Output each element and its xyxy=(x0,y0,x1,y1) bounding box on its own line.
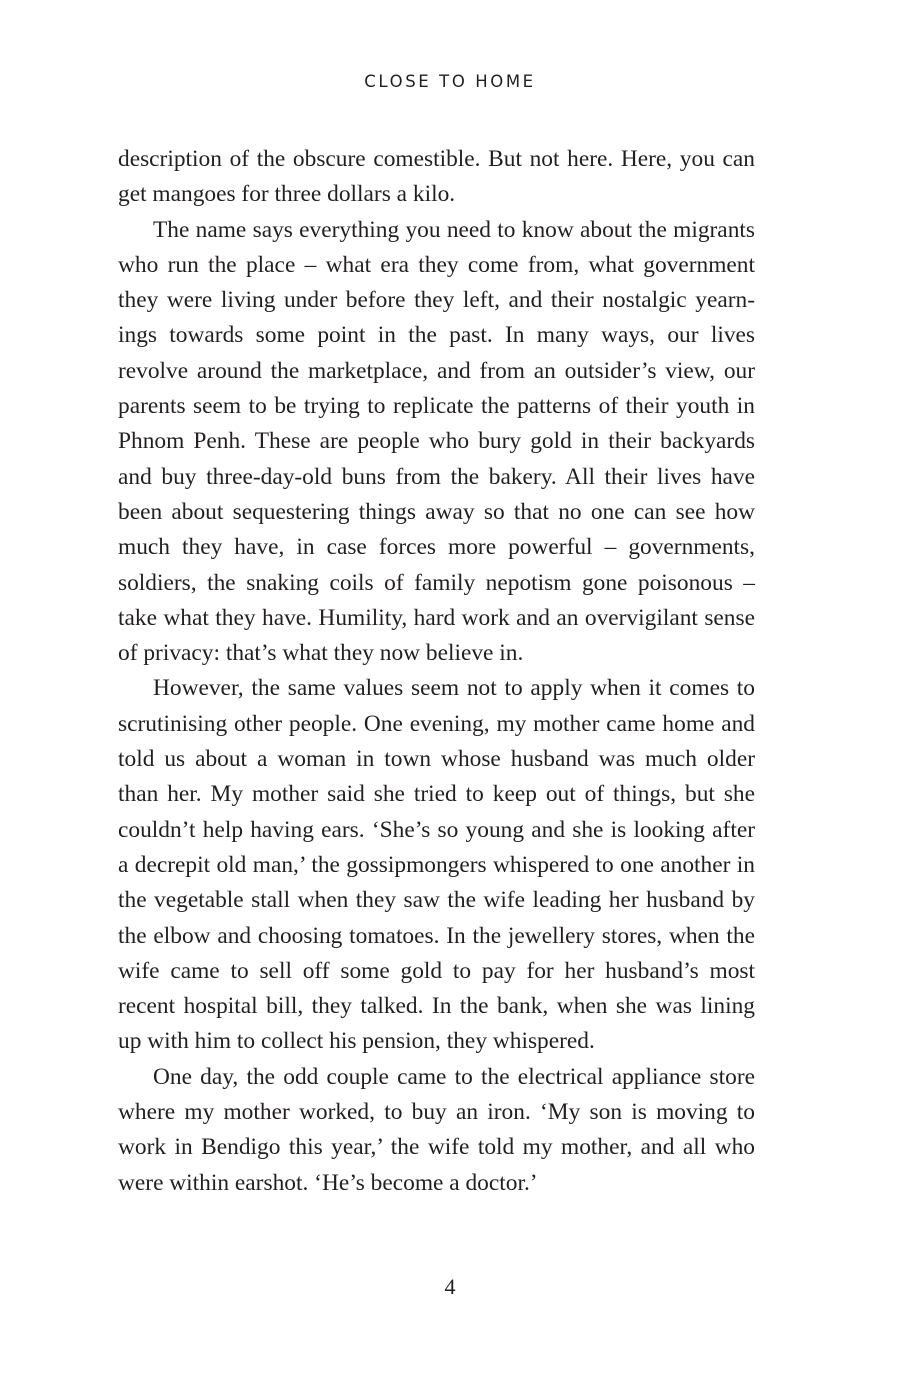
paragraph-1: description of the obscure comestible. But not here. Here, you can get mangoes for three dollars a kilo. xyxy=(118,146,755,208)
body-text xyxy=(118,142,755,1201)
paragraph-4: One day, the odd couple came to the electrical appliance store where my mother worked, to buy an iron. ‘My son is moving to work in Bendigo this year,’ the wife told my mother, and all who were within earshot. ‘He’s become a doctor.’ xyxy=(118,1063,755,1196)
paragraph-3: However, the same values seem not to apply when it comes to scrutinising other people. One evening, my mother came home and told us about a woman in town whose husband was much older than her. My mother said she tried to keep out of things, but she couldn’t help having ears. ‘She’s so young and she is looking after a decrepit old man,’ the gossipmongers whispered to one another in the vegetable stall when they saw the wife leading her husband by the elbow and choosing tomatoes. In the jewellery stores, when the wife came to sell off some gold to pay for her husband’s most recent hospital bill, they talked. In the bank, when she was lining up with him to collect his pension, they whispered. xyxy=(118,675,755,1055)
running-head: CLOSE TO HOME xyxy=(364,72,536,91)
paragraph-2: The name says everything you need to know about the migrants who run the place – what era they come from, what government they were living under before they left, and their nostalgic yearnings towards some point in the past. In many ways, our lives revolve around the marketplace, and from an outsider’s view, our parents seem to be trying to replicate the patterns of their youth in Phnom Penh. These are people who bury gold in their backyards and buy three-day-old buns from the bakery. All their lives have been about sequestering things away so that no one can see how much they have, in case forces more powerful – governments, soldiers, the snaking coils of family nepotism gone poisonous – take what they have. Humility, hard work and an overvigilant sense of privacy: that’s what they now believe in. xyxy=(118,216,755,667)
page-number: 4 xyxy=(444,1274,456,1299)
